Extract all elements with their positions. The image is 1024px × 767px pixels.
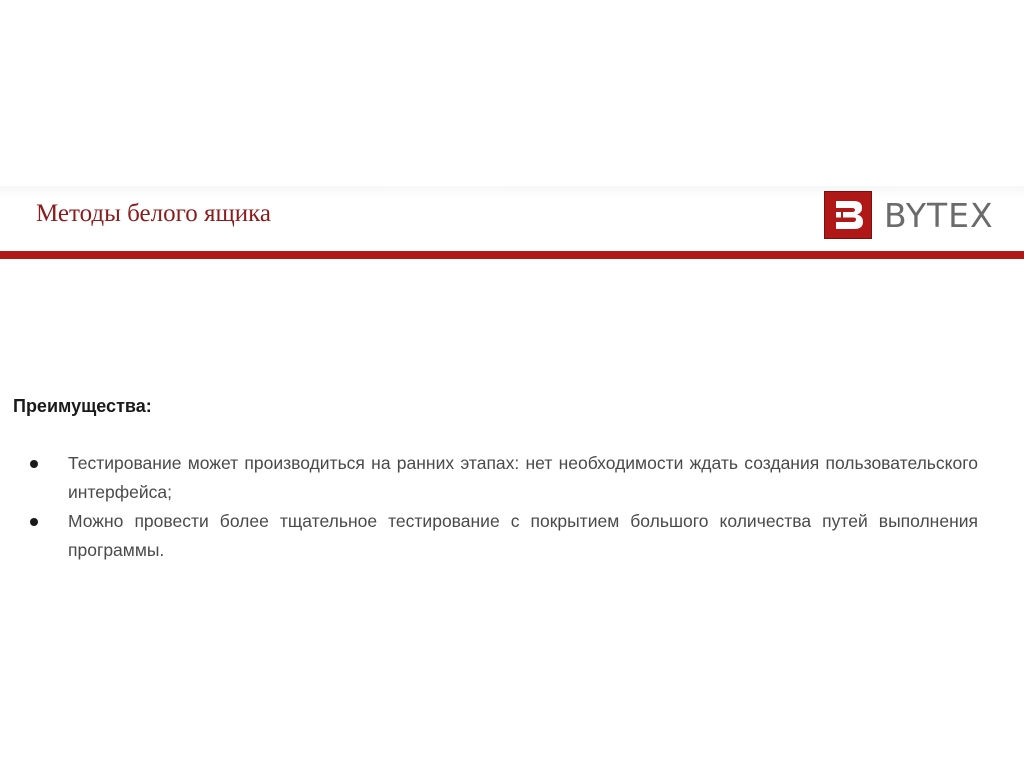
header-divider (0, 251, 1024, 259)
bytex-logo (824, 190, 994, 240)
logo-mark-icon (824, 191, 872, 239)
bullet-text: Можно провести более тщательное тестирование с покрытием большого количества путей выполнения программы. (68, 511, 978, 560)
bullet-item (28, 507, 978, 565)
bullet-text: Тестирование может производиться на ранних этапах: нет необходимости ждать создания пользовательского интерфейса; (68, 453, 978, 502)
bullet-icon (30, 518, 38, 526)
logo-text: BYTEX (884, 195, 994, 235)
bullet-icon (30, 460, 38, 468)
bullet-list (28, 449, 978, 565)
bullet-item (28, 449, 978, 507)
slide-title: Методы белого ящика (36, 200, 271, 227)
section-heading: Преимущества: (13, 396, 152, 416)
